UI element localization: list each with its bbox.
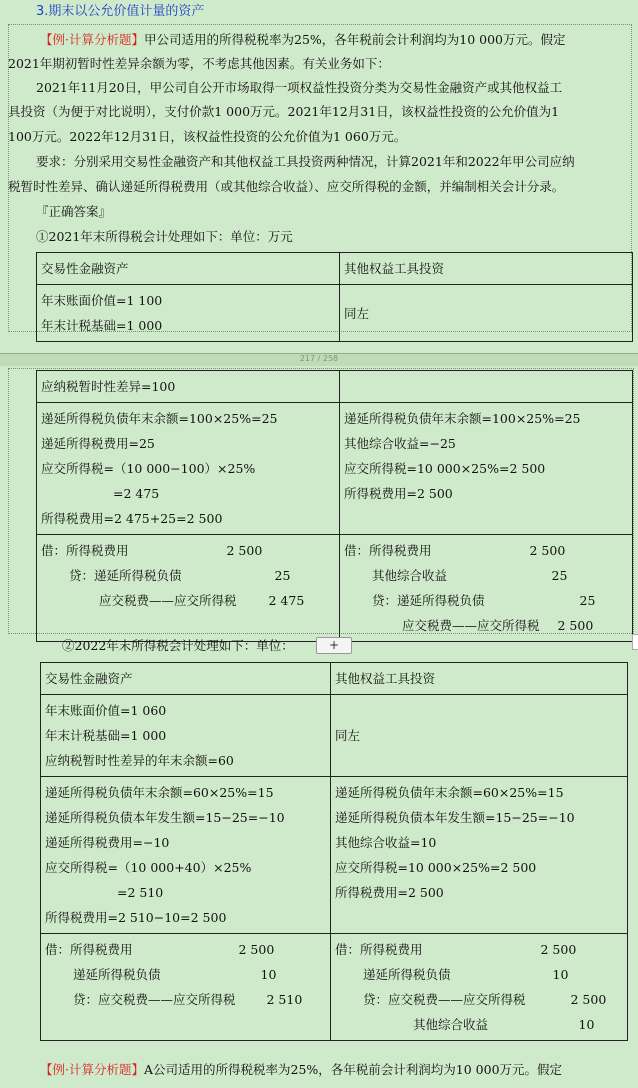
business-paragraph-line-2: 具投资（为便于对比说明），支付价款1 000万元。2021年12月31日，该权益性投资的公允价值为1 bbox=[8, 104, 560, 119]
example-tag: 【例·计算分析题】 bbox=[40, 32, 144, 47]
journal-line bbox=[344, 588, 628, 613]
table-cell bbox=[340, 403, 633, 535]
journal-account: 贷：应交税费——应交所得税 bbox=[363, 992, 526, 1007]
journal-account: 贷：递延所得税负债 bbox=[372, 593, 485, 608]
table-cell bbox=[37, 285, 340, 342]
cell-line: 递延所得税负债年末余额=60×25%=15 bbox=[45, 785, 274, 800]
cell-line: 递延所得税负债年末余额=100×25%=25 bbox=[344, 411, 581, 426]
table-row bbox=[41, 934, 628, 1041]
cell-line: 应交所得税=10 000×25%=2 500 bbox=[335, 860, 537, 875]
cell-line: 所得税费用=2 500 bbox=[344, 486, 453, 501]
page-number-indicator: 217 / 258 bbox=[299, 354, 339, 363]
table-cell bbox=[331, 777, 628, 934]
journal-account: 应交税费——应交所得税 bbox=[402, 618, 540, 633]
journal-amount: 2 500 bbox=[238, 942, 275, 957]
table-row bbox=[37, 371, 633, 403]
journal-account: 借：所得税费用 bbox=[344, 543, 432, 558]
cell-line: =2 510 bbox=[117, 885, 164, 900]
journal-amount: 10 bbox=[578, 1017, 595, 1032]
table-cell bbox=[41, 777, 331, 934]
journal-account: 贷：应交税费——应交所得税 bbox=[73, 992, 236, 1007]
cell-line: 年末账面价值=1 100 bbox=[41, 293, 163, 308]
journal-amount: 2 510 bbox=[266, 992, 303, 1007]
journal-line bbox=[344, 538, 628, 563]
example-text: 甲公司适用的所得税税率为25%，各年税前会计利润均为10 000万元。假定 bbox=[143, 32, 566, 47]
journal-line bbox=[335, 987, 623, 1012]
business-paragraph-line-3: 100万元。2022年12月31日，该权益性投资的公允价值为1 060万元。 bbox=[8, 129, 407, 144]
table-2021-top bbox=[36, 252, 633, 342]
requirement-line-1: 要求：分别采用交易性金融资产和其他权益工具投资两种情况，计算2021年和2022年甲公司应纳 bbox=[36, 154, 575, 169]
next-example-line bbox=[40, 1062, 562, 1078]
cell-line: 递延所得税负债本年发生额=15−25=−10 bbox=[45, 810, 285, 825]
table-row bbox=[37, 285, 633, 342]
table-cell bbox=[37, 403, 340, 535]
cell-line: 递延所得税负债本年发生额=15−25=−10 bbox=[335, 810, 575, 825]
table-row bbox=[41, 695, 628, 777]
cell-line: 其他综合收益=10 bbox=[335, 835, 437, 850]
cell-line: 其他综合收益=−25 bbox=[344, 436, 456, 451]
journal-amount: 10 bbox=[552, 967, 569, 982]
example-paragraph-line-1 bbox=[40, 32, 566, 48]
journal-entry-cell bbox=[331, 934, 628, 1041]
journal-account: 递延所得税负债 bbox=[73, 967, 161, 982]
cell-line: 所得税费用=2 510−10=2 500 bbox=[45, 910, 227, 925]
table-row bbox=[41, 777, 628, 934]
table-header-cell: 其他权益工具投资 bbox=[331, 663, 628, 695]
journal-account: 应交税费——应交所得税 bbox=[99, 593, 237, 608]
table-cell: 同左 bbox=[340, 285, 633, 342]
page-separator bbox=[0, 353, 638, 367]
journal-line bbox=[335, 962, 623, 987]
journal-entry-cell bbox=[37, 535, 340, 642]
example-paragraph-line-2: 2021年期初暂时性差异余额为零，不考虑其他因素。有关业务如下： bbox=[8, 56, 390, 71]
cell-line: 应交所得税=（10 000+40）×25% bbox=[45, 860, 252, 875]
journal-account: 借：所得税费用 bbox=[45, 942, 133, 957]
table-row bbox=[41, 663, 628, 695]
table-cell bbox=[41, 695, 331, 777]
table-header-cell: 交易性金融资产 bbox=[41, 663, 331, 695]
requirement-line-2: 税暂时性差异、确认递延所得税费用（或其他综合收益）、应交所得税的金额，并编制相关会计分录。 bbox=[8, 179, 565, 194]
table-header-cell: 其他权益工具投资 bbox=[340, 253, 633, 285]
journal-line bbox=[344, 613, 628, 638]
journal-account: 贷：递延所得税负债 bbox=[69, 568, 182, 583]
section-heading: 3.期末以公允价值计量的资产 bbox=[36, 4, 205, 19]
cell-line: 所得税费用=2 500 bbox=[335, 885, 444, 900]
journal-line bbox=[335, 1012, 623, 1037]
journal-amount: 10 bbox=[260, 967, 277, 982]
cell-line: 应交所得税=10 000×25%=2 500 bbox=[344, 461, 546, 476]
table-row bbox=[37, 535, 633, 642]
journal-account: 其他综合收益 bbox=[413, 1017, 489, 1032]
cell-line: 应纳税暂时性差异的年末余额=60 bbox=[45, 753, 234, 768]
journal-amount: 2 500 bbox=[529, 543, 566, 558]
table-2021-continued bbox=[36, 370, 633, 642]
cell-line: =2 475 bbox=[113, 486, 160, 501]
journal-amount: 2 475 bbox=[268, 593, 305, 608]
cell-line: 递延所得税费用=−10 bbox=[45, 835, 170, 850]
journal-line bbox=[41, 538, 335, 563]
business-paragraph-line-1: 2021年11月20日，甲公司自公开市场取得一项权益性投资分类为交易性金融资产或其他权益工 bbox=[36, 80, 563, 95]
journal-line bbox=[45, 987, 326, 1012]
cell-line: 年末计税基础=1 000 bbox=[45, 728, 167, 743]
table-cell: 应纳税暂时性差异=100 bbox=[37, 371, 340, 403]
journal-amount: 2 500 bbox=[570, 992, 607, 1007]
journal-amount: 25 bbox=[274, 568, 291, 583]
table-row bbox=[37, 253, 633, 285]
journal-account: 借：所得税费用 bbox=[335, 942, 423, 957]
table-header-cell: 交易性金融资产 bbox=[37, 253, 340, 285]
section-2022-title: ②2022年末所得税会计处理如下：单位： bbox=[62, 638, 294, 653]
journal-line bbox=[45, 962, 326, 987]
cell-line: 所得税费用=2 475+25=2 500 bbox=[41, 511, 223, 526]
cell-line: 应交所得税=（10 000−100）×25% bbox=[41, 461, 256, 476]
answer-label: 『正确答案』 bbox=[36, 204, 112, 219]
journal-line bbox=[344, 563, 628, 588]
table-cell: 同左 bbox=[331, 695, 628, 777]
journal-amount: 25 bbox=[551, 568, 568, 583]
table-2022 bbox=[40, 662, 628, 1041]
table-cell bbox=[340, 371, 633, 403]
journal-entry-cell bbox=[340, 535, 633, 642]
journal-line bbox=[45, 937, 326, 962]
add-button[interactable]: + bbox=[316, 637, 352, 654]
section-2021-title: ①2021年末所得税会计处理如下：单位：万元 bbox=[36, 229, 293, 244]
document-page-1 bbox=[0, 0, 638, 353]
cell-line: 递延所得税费用=25 bbox=[41, 436, 155, 451]
journal-account: 递延所得税负债 bbox=[363, 967, 451, 982]
journal-amount: 2 500 bbox=[557, 618, 594, 633]
journal-account: 借：所得税费用 bbox=[41, 543, 129, 558]
scroll-marker bbox=[632, 634, 638, 650]
cell-line: 递延所得税负债年末余额=60×25%=15 bbox=[335, 785, 564, 800]
journal-account: 其他综合收益 bbox=[372, 568, 448, 583]
journal-amount: 2 500 bbox=[540, 942, 577, 957]
document-page-2 bbox=[0, 366, 638, 1088]
cell-line: 年末账面价值=1 060 bbox=[45, 703, 167, 718]
journal-entry-cell bbox=[41, 934, 331, 1041]
cell-line: 年末计税基础=1 000 bbox=[41, 318, 163, 333]
journal-amount: 2 500 bbox=[226, 543, 263, 558]
journal-line bbox=[41, 588, 335, 613]
journal-line bbox=[41, 563, 335, 588]
cell-line: 递延所得税负债年末余额=100×25%=25 bbox=[41, 411, 278, 426]
next-example-tag: 【例·计算分析题】 bbox=[40, 1062, 144, 1077]
table-row bbox=[37, 403, 633, 535]
journal-line bbox=[335, 937, 623, 962]
journal-amount: 25 bbox=[579, 593, 596, 608]
next-example-text: A公司适用的所得税税率为25%，各年税前会计利润均为10 000万元。假定 bbox=[143, 1062, 563, 1077]
